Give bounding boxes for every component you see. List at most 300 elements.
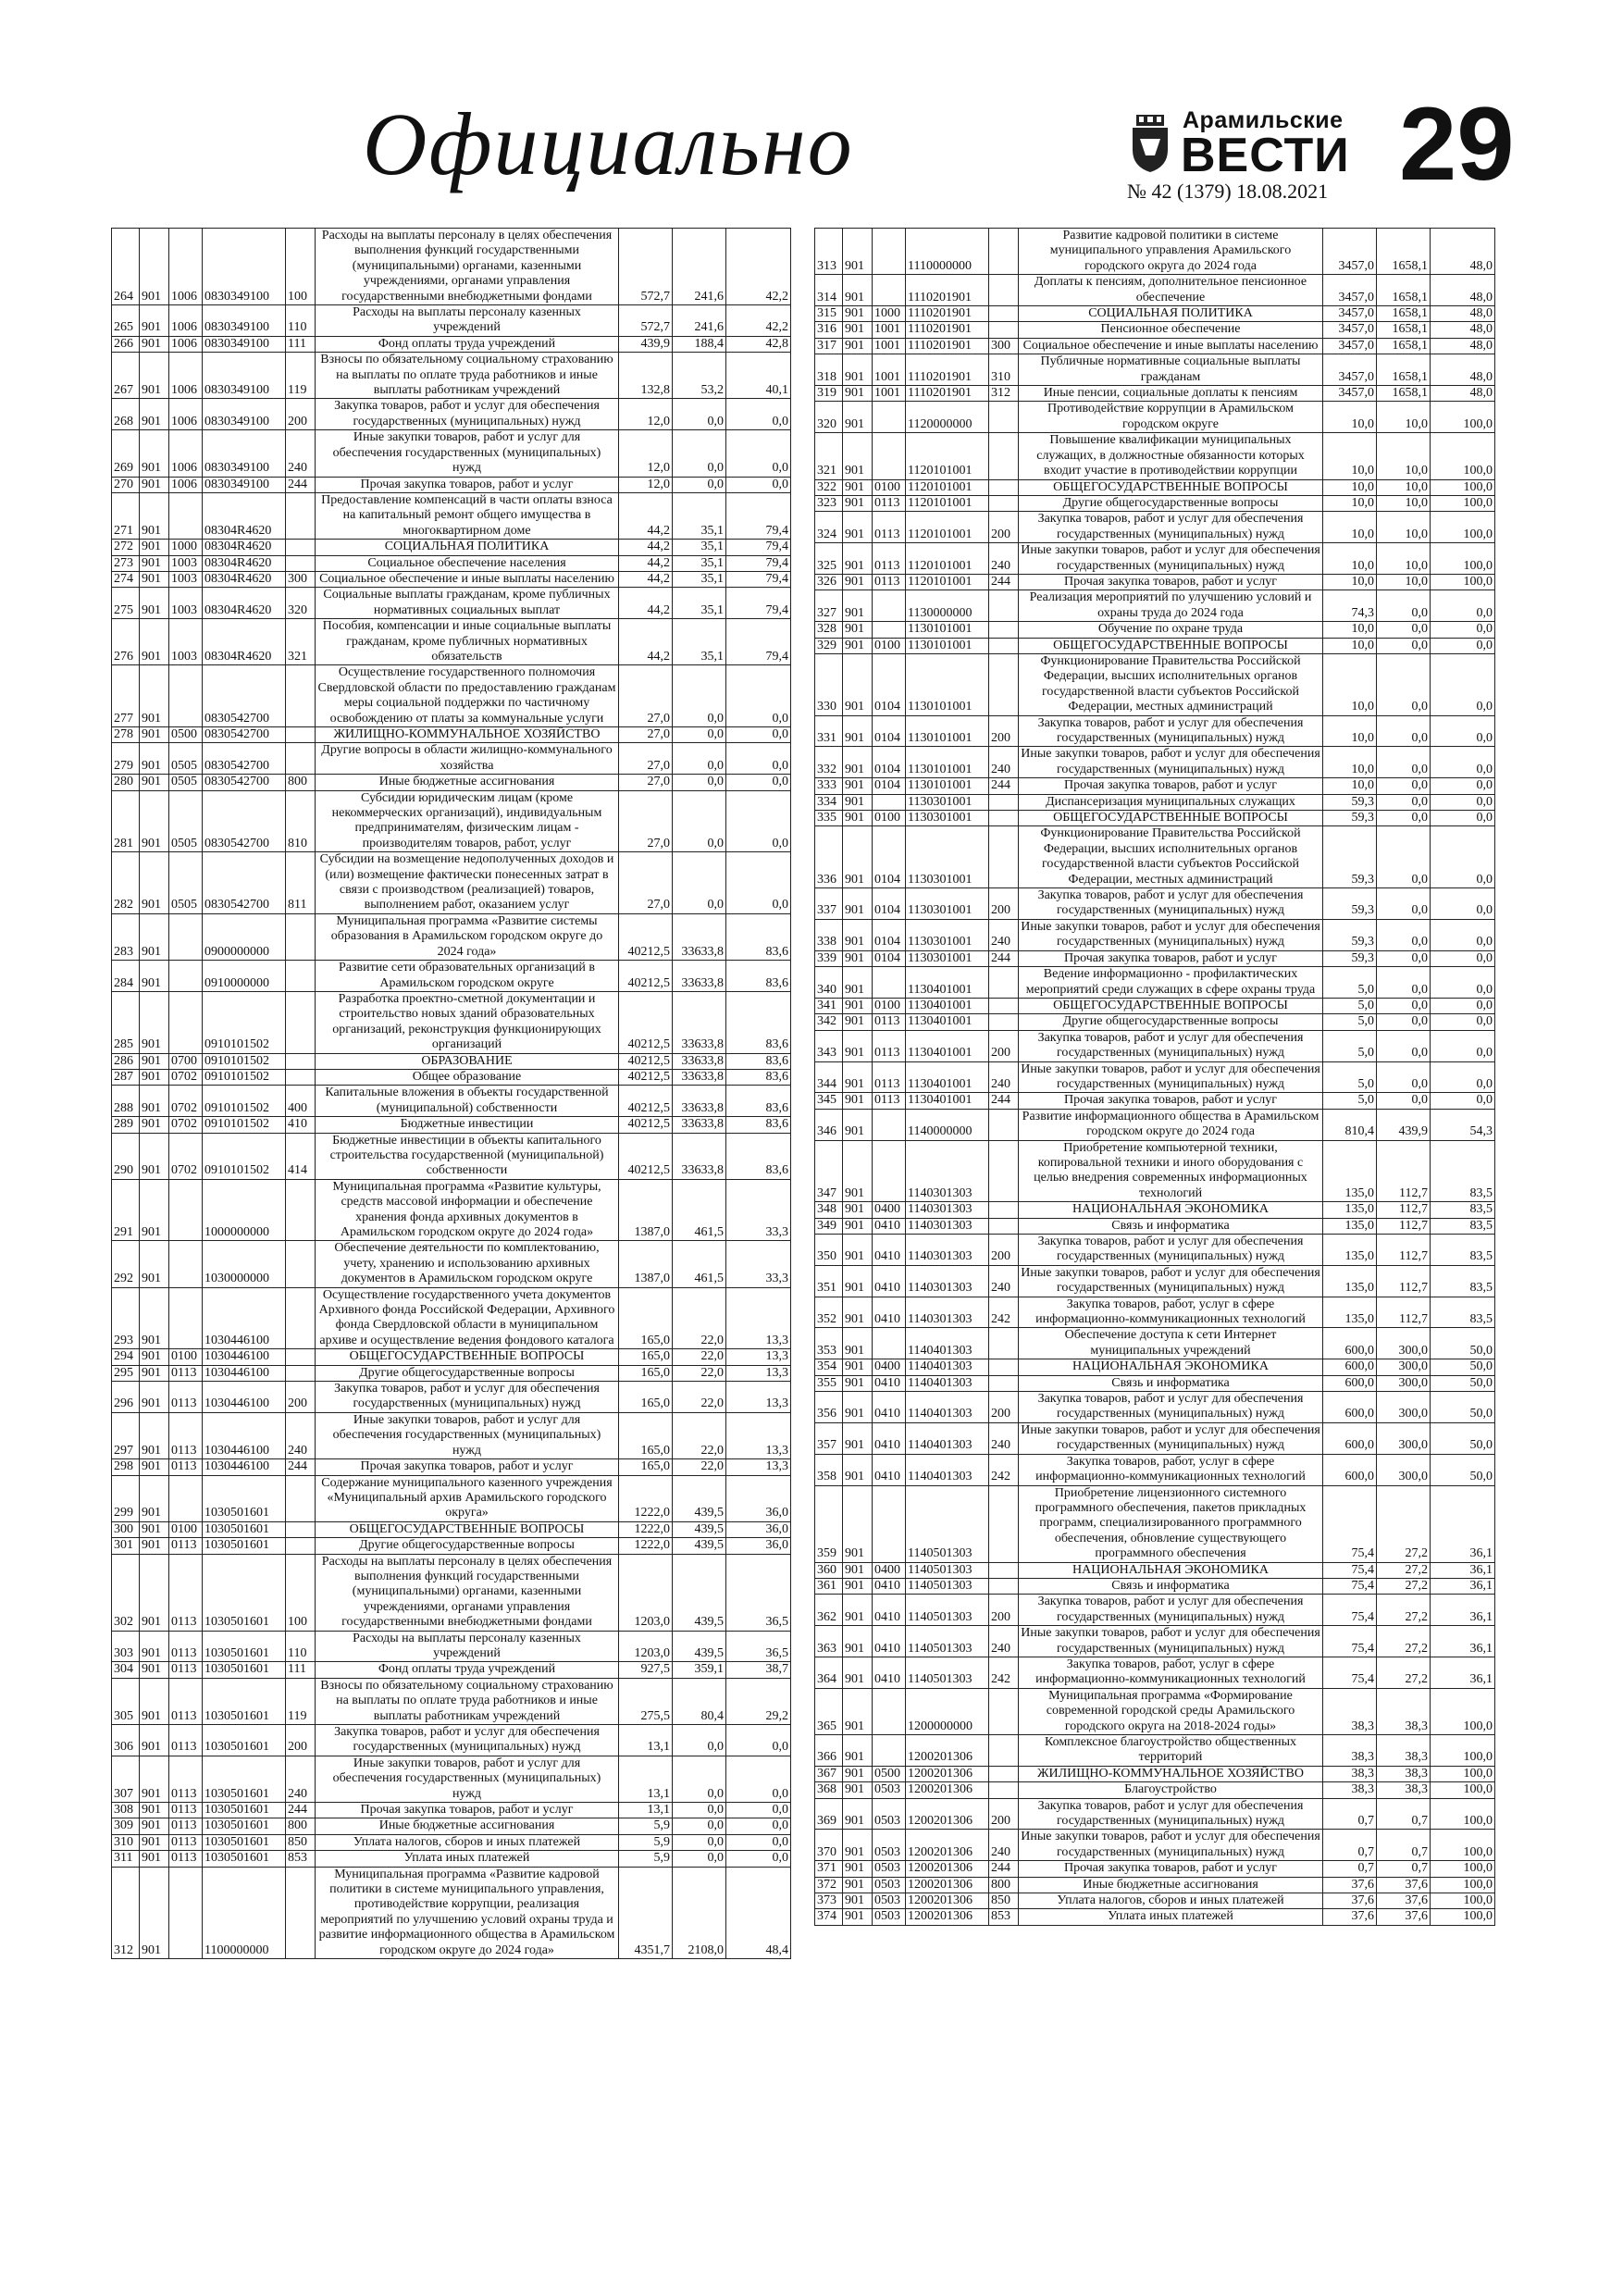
execution-percent-cell: 13,3 — [726, 1459, 791, 1475]
planned-amount-cell: 75,4 — [1323, 1626, 1377, 1657]
row-number-cell: 280 — [112, 775, 140, 790]
target-code-cell: 08304R4620 — [203, 492, 286, 539]
table-row — [112, 619, 791, 665]
execution-percent-cell: 0,0 — [1431, 1030, 1495, 1061]
executed-amount-cell: 2108,0 — [673, 1867, 726, 1958]
expense-type-code-cell — [989, 433, 1019, 479]
executed-amount-cell: 0,0 — [673, 727, 726, 743]
description-cell: Ведение информационно - профилактических мероприятий среди служащих в сфере охраны труда — [1019, 967, 1323, 999]
section-code-cell: 0702 — [169, 1069, 203, 1085]
table-row — [815, 1861, 1495, 1877]
ministry-code-cell: 901 — [843, 950, 873, 966]
execution-percent-cell: 0,0 — [1431, 747, 1495, 778]
ministry-code-cell: 901 — [843, 479, 873, 495]
row-number-cell: 318 — [815, 354, 843, 386]
planned-amount-cell: 600,0 — [1323, 1328, 1377, 1359]
planned-amount-cell: 10,0 — [1323, 479, 1377, 495]
executed-amount-cell: 0,0 — [1377, 715, 1431, 747]
description-cell: Уплата иных платежей — [1019, 1909, 1323, 1925]
section-code-cell: 1006 — [169, 399, 203, 430]
target-code-cell: 1200201306 — [906, 1877, 989, 1893]
description-cell: Муниципальная программа «Развитие кадровой политики в системе муниципального управления, противодействие коррупции, реализация мероприятий по улучшению условий охраны труда и развитие информационного общества в Арамильском городском округе до 2024 года» — [316, 1867, 619, 1958]
ministry-code-cell: 901 — [140, 1521, 169, 1537]
executed-amount-cell: 27,2 — [1377, 1657, 1431, 1688]
table-row — [112, 665, 791, 727]
description-cell: Иные закупки товаров, работ и услуг для обеспечения государственных (муниципальных) нужд — [1019, 1061, 1323, 1093]
execution-percent-cell: 100,0 — [1431, 479, 1495, 495]
section-code-cell: 0700 — [169, 1053, 203, 1069]
executed-amount-cell: 112,7 — [1377, 1297, 1431, 1328]
row-number-cell: 363 — [815, 1626, 843, 1657]
execution-percent-cell: 83,6 — [726, 991, 791, 1053]
executed-amount-cell: 53,2 — [673, 353, 726, 399]
section-code-cell: 0100 — [169, 1521, 203, 1537]
row-number-cell: 284 — [112, 961, 140, 992]
description-cell: Уплата налогов, сборов и иных платежей — [316, 1834, 619, 1850]
table-row — [112, 555, 791, 571]
target-code-cell: 08304R4620 — [203, 588, 286, 619]
description-cell: Предоставление компенсаций в части оплаты взноса на капитальный ремонт общего имущества в многоквартирном доме — [316, 492, 619, 539]
table-row — [815, 1877, 1495, 1893]
target-code-cell: 1130401001 — [906, 967, 989, 999]
expense-type-code-cell — [286, 1053, 316, 1069]
description-cell: Обеспечение деятельности по комплектованию, учету, хранению и использованию архивных документов в Арамильском городском округе — [316, 1241, 619, 1287]
row-number-cell: 357 — [815, 1422, 843, 1454]
table-row — [112, 492, 791, 539]
execution-percent-cell: 13,3 — [726, 1412, 791, 1458]
section-code-cell: 1001 — [873, 354, 906, 386]
ministry-code-cell: 901 — [843, 512, 873, 543]
table-row — [815, 1218, 1495, 1234]
table-row — [815, 1375, 1495, 1391]
execution-percent-cell: 0,0 — [1431, 778, 1495, 794]
target-code-cell: 1200000000 — [906, 1688, 989, 1734]
ministry-code-cell: 901 — [140, 665, 169, 727]
table-row — [815, 826, 1495, 888]
description-cell: Иные закупки товаров, работ и услуг для обеспечения государственных (муниципальных) нужд — [1019, 919, 1323, 950]
row-number-cell: 330 — [815, 653, 843, 715]
execution-percent-cell: 79,4 — [726, 619, 791, 665]
expense-type-code-cell: 240 — [989, 1830, 1019, 1861]
execution-percent-cell: 100,0 — [1431, 1893, 1495, 1909]
description-cell: Социальное обеспечение и иные выплаты населению — [1019, 338, 1323, 354]
ministry-code-cell: 901 — [140, 1459, 169, 1475]
ministry-code-cell: 901 — [843, 1688, 873, 1734]
planned-amount-cell: 165,0 — [619, 1287, 673, 1349]
ministry-code-cell: 901 — [843, 888, 873, 920]
expense-type-code-cell: 240 — [989, 543, 1019, 575]
row-number-cell: 314 — [815, 275, 843, 306]
row-number-cell: 370 — [815, 1830, 843, 1861]
row-number-cell: 323 — [815, 495, 843, 511]
planned-amount-cell: 165,0 — [619, 1349, 673, 1365]
target-code-cell: 1030501601 — [203, 1834, 286, 1850]
expense-type-code-cell — [286, 913, 316, 960]
planned-amount-cell: 165,0 — [619, 1382, 673, 1413]
section-code-cell: 1001 — [873, 322, 906, 338]
table-row — [815, 1297, 1495, 1328]
planned-amount-cell: 74,3 — [1323, 590, 1377, 622]
planned-amount-cell: 275,5 — [619, 1678, 673, 1724]
executed-amount-cell: 112,7 — [1377, 1265, 1431, 1297]
ministry-code-cell: 901 — [140, 1241, 169, 1287]
ministry-code-cell: 901 — [140, 430, 169, 477]
target-code-cell: 1140401303 — [906, 1454, 989, 1485]
description-cell: Иные закупки товаров, работ и услуг для обеспечения государственных (муниципальных) нужд — [1019, 543, 1323, 575]
table-row — [112, 571, 791, 587]
description-cell: Расходы на выплаты персоналу в целях обеспечения выполнения функций государственными (муниципальными) органами, казенными учреждениями, органами управления государственными внебюджетными фондами — [316, 229, 619, 305]
expense-type-code-cell — [989, 1328, 1019, 1359]
expense-type-code-cell: 200 — [989, 715, 1019, 747]
row-number-cell: 294 — [112, 1349, 140, 1365]
target-code-cell: 1130101001 — [906, 622, 989, 638]
table-row — [112, 1179, 791, 1241]
ministry-code-cell: 901 — [843, 1626, 873, 1657]
table-row — [112, 399, 791, 430]
target-code-cell: 1030501601 — [203, 1756, 286, 1802]
target-code-cell: 1030501601 — [203, 1521, 286, 1537]
section-code-cell: 0104 — [873, 950, 906, 966]
table-row — [815, 386, 1495, 402]
ministry-code-cell: 901 — [843, 1735, 873, 1767]
table-row — [815, 998, 1495, 1013]
expense-type-code-cell: 242 — [989, 1657, 1019, 1688]
section-code-cell: 0113 — [873, 1030, 906, 1061]
description-cell: Муниципальная программа «Развитие культуры, средств массовой информации и обеспечение хранения фонда архивных документов в Арамильском городском округе до 2024 года» — [316, 1179, 619, 1241]
row-number-cell: 358 — [815, 1454, 843, 1485]
row-number-cell: 364 — [815, 1657, 843, 1688]
planned-amount-cell: 1222,0 — [619, 1521, 673, 1537]
ministry-code-cell: 901 — [140, 1053, 169, 1069]
execution-percent-cell: 83,6 — [726, 961, 791, 992]
row-number-cell: 352 — [815, 1297, 843, 1328]
expense-type-code-cell: 240 — [989, 1422, 1019, 1454]
execution-percent-cell: 36,0 — [726, 1538, 791, 1554]
section-code-cell: 0113 — [169, 1538, 203, 1554]
expense-type-code-cell: 850 — [286, 1834, 316, 1850]
table-row — [112, 540, 791, 555]
section-code-cell: 0113 — [169, 1818, 203, 1834]
executed-amount-cell: 33633,8 — [673, 1133, 726, 1179]
executed-amount-cell: 37,6 — [1377, 1877, 1431, 1893]
description-cell: Субсидии на возмещение недополученных доходов и (или) возмещение фактически понесенных затрат в связи с производством (реализацией) товаров, выполнением работ, оказанием услуг — [316, 852, 619, 914]
ministry-code-cell: 901 — [843, 1454, 873, 1485]
ministry-code-cell: 901 — [843, 1798, 873, 1830]
ministry-code-cell: 901 — [843, 338, 873, 354]
section-code-cell: 0500 — [873, 1766, 906, 1781]
ministry-code-cell: 901 — [140, 775, 169, 790]
description-cell: Содержание муниципального казенного учреждения «Муниципальный архив Арамильского городского округа» — [316, 1475, 619, 1521]
planned-amount-cell: 40212,5 — [619, 991, 673, 1053]
section-code-cell: 0500 — [169, 727, 203, 743]
execution-percent-cell: 83,6 — [726, 1133, 791, 1179]
planned-amount-cell: 75,4 — [1323, 1657, 1377, 1688]
expense-type-code-cell: 200 — [989, 1235, 1019, 1266]
ministry-code-cell: 901 — [843, 229, 873, 275]
execution-percent-cell: 50,0 — [1431, 1392, 1495, 1423]
planned-amount-cell: 10,0 — [1323, 653, 1377, 715]
table-row — [112, 229, 791, 305]
target-code-cell: 1130101001 — [906, 638, 989, 653]
ministry-code-cell: 901 — [140, 477, 169, 492]
section-code-cell: 1006 — [169, 229, 203, 305]
planned-amount-cell: 13,1 — [619, 1756, 673, 1802]
planned-amount-cell: 439,9 — [619, 336, 673, 352]
execution-percent-cell: 42,2 — [726, 229, 791, 305]
section-code-cell: 0503 — [873, 1893, 906, 1909]
expense-type-code-cell: 242 — [989, 1454, 1019, 1485]
expense-type-code-cell — [989, 495, 1019, 511]
execution-percent-cell: 48,0 — [1431, 322, 1495, 338]
execution-percent-cell: 83,5 — [1431, 1297, 1495, 1328]
execution-percent-cell: 48,0 — [1431, 275, 1495, 306]
target-code-cell: 1110201901 — [906, 354, 989, 386]
section-code-cell: 0113 — [873, 1014, 906, 1030]
description-cell: Закупка товаров, работ и услуг для обеспечения государственных (муниципальных) нужд — [1019, 1392, 1323, 1423]
executed-amount-cell: 35,1 — [673, 571, 726, 587]
section-code-cell: 0410 — [873, 1626, 906, 1657]
target-code-cell: 0910101502 — [203, 991, 286, 1053]
section-code-cell: 0113 — [169, 1459, 203, 1475]
execution-percent-cell: 0,0 — [1431, 590, 1495, 622]
table-row — [815, 794, 1495, 810]
target-code-cell: 0830542700 — [203, 727, 286, 743]
execution-percent-cell: 50,0 — [1431, 1359, 1495, 1375]
section-code-cell: 1003 — [169, 571, 203, 587]
planned-amount-cell: 5,0 — [1323, 967, 1377, 999]
description-cell: СОЦИАЛЬНАЯ ПОЛИТИКА — [1019, 306, 1323, 322]
section-code-cell: 0113 — [873, 1093, 906, 1109]
description-cell: Иные закупки товаров, работ и услуг для обеспечения государственных (муниципальных) нужд — [1019, 1626, 1323, 1657]
target-code-cell: 0830349100 — [203, 353, 286, 399]
section-code-cell — [873, 275, 906, 306]
execution-percent-cell: 0,0 — [1431, 1093, 1495, 1109]
section-code-cell — [873, 1735, 906, 1767]
row-number-cell: 293 — [112, 1287, 140, 1349]
target-code-cell: 0830542700 — [203, 790, 286, 852]
target-code-cell: 1030501601 — [203, 1631, 286, 1662]
description-cell: Другие общегосударственные вопросы — [316, 1365, 619, 1381]
expense-type-code-cell — [286, 492, 316, 539]
description-cell: Субсидии юридическим лицам (кроме некоммерческих организаций), индивидуальным предпринимателям, физическим лицам - производителям товаров, работ, услуг — [316, 790, 619, 852]
ministry-code-cell: 901 — [140, 399, 169, 430]
ministry-code-cell: 901 — [140, 1365, 169, 1381]
expense-type-code-cell — [989, 811, 1019, 826]
expense-type-code-cell: 200 — [286, 1382, 316, 1413]
description-cell: Иные закупки товаров, работ и услуг для обеспечения государственных (муниципальных) нужд — [316, 1412, 619, 1458]
row-number-cell: 298 — [112, 1459, 140, 1475]
ministry-code-cell: 901 — [843, 811, 873, 826]
description-cell: Иные закупки товаров, работ и услуг для обеспечения государственных (муниципальных) нужд — [1019, 1422, 1323, 1454]
planned-amount-cell: 40212,5 — [619, 1117, 673, 1133]
planned-amount-cell: 600,0 — [1323, 1454, 1377, 1485]
executed-amount-cell: 0,0 — [1377, 794, 1431, 810]
execution-percent-cell: 0,0 — [726, 727, 791, 743]
row-number-cell: 283 — [112, 913, 140, 960]
planned-amount-cell: 75,4 — [1323, 1562, 1377, 1578]
section-code-cell: 0410 — [873, 1422, 906, 1454]
executed-amount-cell: 38,3 — [1377, 1766, 1431, 1781]
planned-amount-cell: 38,3 — [1323, 1766, 1377, 1781]
section-code-cell: 0113 — [873, 495, 906, 511]
ministry-code-cell: 901 — [843, 1877, 873, 1893]
execution-percent-cell: 0,0 — [1431, 794, 1495, 810]
ministry-code-cell: 901 — [843, 1093, 873, 1109]
target-code-cell: 1130101001 — [906, 747, 989, 778]
row-number-cell: 304 — [112, 1662, 140, 1678]
planned-amount-cell: 27,0 — [619, 665, 673, 727]
expense-type-code-cell — [286, 743, 316, 775]
row-number-cell: 285 — [112, 991, 140, 1053]
expense-type-code-cell: 119 — [286, 353, 316, 399]
description-cell: Уплата иных платежей — [316, 1851, 619, 1867]
executed-amount-cell: 0,0 — [673, 1725, 726, 1756]
planned-amount-cell: 5,0 — [1323, 1014, 1377, 1030]
expense-type-code-cell: 853 — [286, 1851, 316, 1867]
executed-amount-cell: 0,0 — [673, 775, 726, 790]
row-number-cell: 319 — [815, 386, 843, 402]
planned-amount-cell: 75,4 — [1323, 1595, 1377, 1626]
expense-type-code-cell: 119 — [286, 1678, 316, 1724]
planned-amount-cell: 5,0 — [1323, 998, 1377, 1013]
planned-amount-cell: 165,0 — [619, 1412, 673, 1458]
table-row — [112, 913, 791, 960]
section-code-cell: 1006 — [169, 336, 203, 352]
target-code-cell: 0830349100 — [203, 477, 286, 492]
table-row — [815, 653, 1495, 715]
section-code-cell: 0410 — [873, 1265, 906, 1297]
target-code-cell: 1200201306 — [906, 1861, 989, 1877]
description-cell: Комплексное благоустройство общественных территорий — [1019, 1735, 1323, 1767]
table-row — [815, 1626, 1495, 1657]
row-number-cell: 371 — [815, 1861, 843, 1877]
expense-type-code-cell — [989, 1766, 1019, 1781]
planned-amount-cell: 38,3 — [1323, 1688, 1377, 1734]
ministry-code-cell: 901 — [140, 1287, 169, 1349]
section-code-cell: 0100 — [873, 811, 906, 826]
section-code-cell: 0410 — [873, 1235, 906, 1266]
ministry-code-cell: 901 — [843, 433, 873, 479]
table-row — [112, 1521, 791, 1537]
section-code-cell: 0505 — [169, 743, 203, 775]
table-row — [815, 1562, 1495, 1578]
description-cell: Фонд оплаты труда учреждений — [316, 1662, 619, 1678]
expense-type-code-cell — [989, 306, 1019, 322]
ministry-code-cell: 901 — [140, 743, 169, 775]
row-number-cell: 315 — [815, 306, 843, 322]
description-cell: Обеспечение доступа к сети Интернет муниципальных учреждений — [1019, 1328, 1323, 1359]
description-cell: ОБЩЕГОСУДАРСТВЕННЫЕ ВОПРОСЫ — [1019, 638, 1323, 653]
section-title: Официально — [363, 94, 854, 193]
executed-amount-cell: 37,6 — [1377, 1909, 1431, 1925]
executed-amount-cell: 439,5 — [673, 1631, 726, 1662]
row-number-cell: 349 — [815, 1218, 843, 1234]
ministry-code-cell: 901 — [843, 1893, 873, 1909]
section-code-cell: 0505 — [169, 790, 203, 852]
planned-amount-cell: 27,0 — [619, 852, 673, 914]
planned-amount-cell: 59,3 — [1323, 794, 1377, 810]
expense-type-code-cell: 400 — [286, 1086, 316, 1117]
target-code-cell: 1110000000 — [906, 229, 989, 275]
row-number-cell: 344 — [815, 1061, 843, 1093]
executed-amount-cell: 300,0 — [1377, 1422, 1431, 1454]
expense-type-code-cell: 244 — [286, 1459, 316, 1475]
row-number-cell: 367 — [815, 1766, 843, 1781]
ministry-code-cell: 901 — [843, 495, 873, 511]
ministry-code-cell: 901 — [843, 574, 873, 590]
executed-amount-cell: 1658,1 — [1377, 322, 1431, 338]
ministry-code-cell: 901 — [140, 1179, 169, 1241]
table-row — [112, 1818, 791, 1834]
ministry-code-cell: 901 — [140, 1678, 169, 1724]
ministry-code-cell: 901 — [843, 1595, 873, 1626]
planned-amount-cell: 5,0 — [1323, 1093, 1377, 1109]
execution-percent-cell: 83,6 — [726, 1086, 791, 1117]
description-cell: Закупка товаров, работ и услуг для обеспечения государственных (муниципальных) нужд — [1019, 888, 1323, 920]
table-row — [112, 336, 791, 352]
executed-amount-cell: 27,2 — [1377, 1485, 1431, 1562]
planned-amount-cell: 135,0 — [1323, 1140, 1377, 1202]
ministry-code-cell: 901 — [843, 794, 873, 810]
target-code-cell: 1120101001 — [906, 495, 989, 511]
expense-type-code-cell — [286, 1867, 316, 1958]
planned-amount-cell: 810,4 — [1323, 1109, 1377, 1140]
planned-amount-cell: 59,3 — [1323, 950, 1377, 966]
section-code-cell: 1006 — [169, 305, 203, 337]
expense-type-code-cell: 800 — [286, 775, 316, 790]
description-cell: Бюджетные инвестиции — [316, 1117, 619, 1133]
target-code-cell: 1140501303 — [906, 1595, 989, 1626]
executed-amount-cell: 0,0 — [1377, 888, 1431, 920]
expense-type-code-cell — [286, 1475, 316, 1521]
description-cell: Расходы на выплаты персоналу в целях обеспечения выполнения функций государственными (муниципальными) органами, казенными учреждениями, органами управления государственными внебюджетными фондами — [316, 1554, 619, 1631]
table-row — [112, 1554, 791, 1631]
target-code-cell: 1140401303 — [906, 1375, 989, 1391]
ministry-code-cell: 901 — [140, 1412, 169, 1458]
row-number-cell: 289 — [112, 1117, 140, 1133]
row-number-cell: 271 — [112, 492, 140, 539]
description-cell: ОБЩЕГОСУДАРСТВЕННЫЕ ВОПРОСЫ — [1019, 479, 1323, 495]
table-row — [815, 950, 1495, 966]
ministry-code-cell: 901 — [140, 913, 169, 960]
row-number-cell: 309 — [112, 1818, 140, 1834]
target-code-cell: 0910101502 — [203, 1133, 286, 1179]
target-code-cell: 1120101001 — [906, 479, 989, 495]
execution-percent-cell: 0,0 — [1431, 811, 1495, 826]
table-row — [112, 790, 791, 852]
executed-amount-cell: 0,0 — [673, 852, 726, 914]
expense-type-code-cell: 111 — [286, 336, 316, 352]
row-number-cell: 278 — [112, 727, 140, 743]
executed-amount-cell: 37,6 — [1377, 1893, 1431, 1909]
planned-amount-cell: 40212,5 — [619, 961, 673, 992]
description-cell: Иные бюджетные ассигнования — [316, 775, 619, 790]
executed-amount-cell: 0,0 — [673, 1803, 726, 1818]
page-number: 29 — [1399, 86, 1515, 202]
target-code-cell: 0830349100 — [203, 399, 286, 430]
description-cell: Социальное обеспечение населения — [316, 555, 619, 571]
row-number-cell: 348 — [815, 1202, 843, 1218]
logo-small-text: Арамильские — [1183, 107, 1344, 133]
executed-amount-cell: 0,0 — [1377, 1030, 1431, 1061]
executed-amount-cell: 22,0 — [673, 1365, 726, 1381]
table-row — [815, 919, 1495, 950]
table-row — [112, 477, 791, 492]
execution-percent-cell: 83,5 — [1431, 1265, 1495, 1297]
expense-type-code-cell: 300 — [286, 571, 316, 587]
expense-type-code-cell — [286, 1287, 316, 1349]
description-cell: Расходы на выплаты персоналу казенных учреждений — [316, 1631, 619, 1662]
